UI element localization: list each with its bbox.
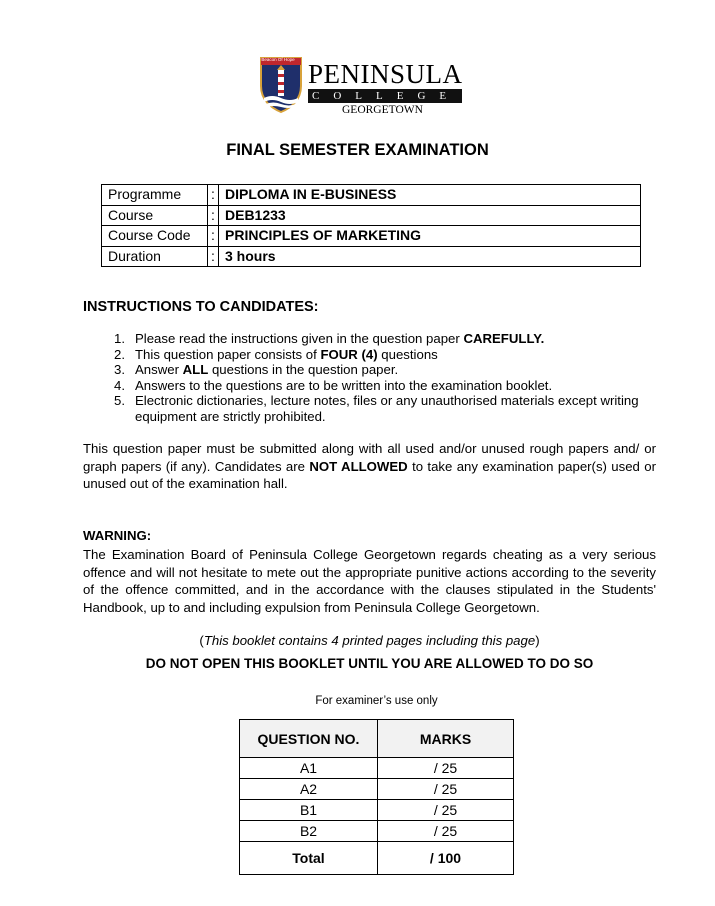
logo-town: GEORGETOWN — [342, 104, 423, 116]
booklet-note — [0, 633, 715, 648]
marks-header: MARKS — [378, 720, 514, 758]
instruction-text: This question paper consists of — [135, 346, 321, 362]
table-row — [240, 758, 514, 779]
logo-name: PENINSULA — [308, 59, 463, 89]
instruction-text: Answers to the questions are to be written into the examination booklet. — [135, 377, 553, 393]
logo-motto: Beacon Of Hope — [261, 57, 295, 62]
info-value: PRINCIPLES OF MARKETING — [219, 226, 641, 247]
instruction-item — [110, 362, 670, 378]
instruction-text-end: questions in the question paper. — [208, 362, 399, 377]
examiner-note: For examiner’s use only — [315, 695, 438, 707]
instruction-number: 1. — [114, 331, 125, 346]
table-row — [240, 800, 514, 821]
question-no-header: QUESTION NO. — [240, 720, 378, 758]
instruction-item — [110, 331, 670, 347]
college-logo — [258, 56, 468, 118]
instructions-heading: INSTRUCTIONS TO CANDIDATES: — [83, 299, 319, 315]
instruction-emphasis: ALL — [182, 362, 209, 377]
info-row — [102, 185, 641, 206]
table-row — [240, 779, 514, 800]
info-colon: : — [208, 185, 219, 206]
info-label: Duration — [102, 246, 208, 267]
marks-table — [239, 719, 514, 875]
submission-paragraph — [83, 440, 656, 493]
booklet-note-text: This booklet contains 4 printed pages including this page — [203, 633, 536, 648]
instruction-item — [110, 347, 670, 363]
info-colon: : — [208, 246, 219, 267]
college-crest-icon — [258, 56, 304, 114]
marks-header-row — [240, 720, 514, 758]
course-info-table — [101, 184, 641, 267]
instructions-list — [110, 331, 670, 424]
info-colon: : — [208, 205, 219, 226]
instruction-text: Please read the instructions given in the question paper — [135, 331, 464, 346]
instruction-item — [110, 378, 670, 394]
submission-emphasis: NOT ALLOWED — [309, 458, 408, 474]
info-row — [102, 205, 641, 226]
question-cell: B2 — [240, 821, 378, 842]
table-row — [240, 821, 514, 842]
instruction-number: 4. — [114, 377, 125, 393]
question-cell: B1 — [240, 800, 378, 821]
warning-heading: WARNING: — [83, 528, 152, 543]
instruction-number: 2. — [114, 346, 125, 362]
instruction-number: 3. — [114, 362, 125, 377]
info-row — [102, 246, 641, 267]
info-colon: : — [208, 226, 219, 247]
exam-title: FINAL SEMESTER EXAMINATION — [226, 141, 489, 159]
instruction-emphasis: CAREFULLY. — [463, 331, 545, 346]
warning-paragraph: The Examination Board of Peninsula College Georgetown regards cheating as a very serious offence and will not hesitate to mete out the appropriate punitive actions according to the severity of the offence committed, and in the accordance with the clauses stipulated in the Students' Handbook, up to and including expulsion from Peninsula College Georgetown. — [83, 547, 656, 615]
instruction-text: Electronic dictionaries, lecture notes, files or any unauthorised materials except writing equipment are strictly prohibited. — [135, 393, 639, 424]
marks-cell: / 25 — [378, 821, 514, 842]
info-label: Course — [102, 205, 208, 226]
total-row — [240, 842, 514, 875]
info-value: DEB1233 — [219, 205, 641, 226]
info-value: DIPLOMA IN E-BUSINESS — [219, 185, 641, 206]
info-label: Programme — [102, 185, 208, 206]
instruction-emphasis: FOUR (4) — [320, 346, 378, 362]
info-value: 3 hours — [219, 246, 641, 267]
marks-cell: / 25 — [378, 800, 514, 821]
marks-cell: / 25 — [378, 758, 514, 779]
instruction-number: 5. — [114, 393, 125, 408]
question-cell: A1 — [240, 758, 378, 779]
question-cell: A2 — [240, 779, 378, 800]
booklet-note-open: ( — [199, 633, 204, 648]
marks-cell: / 25 — [378, 779, 514, 800]
instruction-text: Answer — [135, 362, 183, 377]
do-not-open-notice: DO NOT OPEN THIS BOOKLET UNTIL YOU ARE ALLOWED TO DO SO — [145, 656, 594, 671]
info-label: Course Code — [102, 226, 208, 247]
info-row — [102, 226, 641, 247]
total-label: Total — [240, 842, 378, 875]
total-marks: / 100 — [378, 842, 514, 875]
instruction-text-end: questions — [377, 346, 438, 362]
instruction-item — [110, 393, 670, 424]
submission-text-end: to take any examination paper(s) used or unused out of the examination hall. — [83, 458, 656, 492]
booklet-note-close: ) — [535, 633, 540, 648]
logo-college: COLLEGE — [308, 89, 462, 103]
submission-text: This question paper must be submitted along with all used and/or unused rough papers and/ or graph papers (if any). Candidates are — [83, 441, 656, 474]
